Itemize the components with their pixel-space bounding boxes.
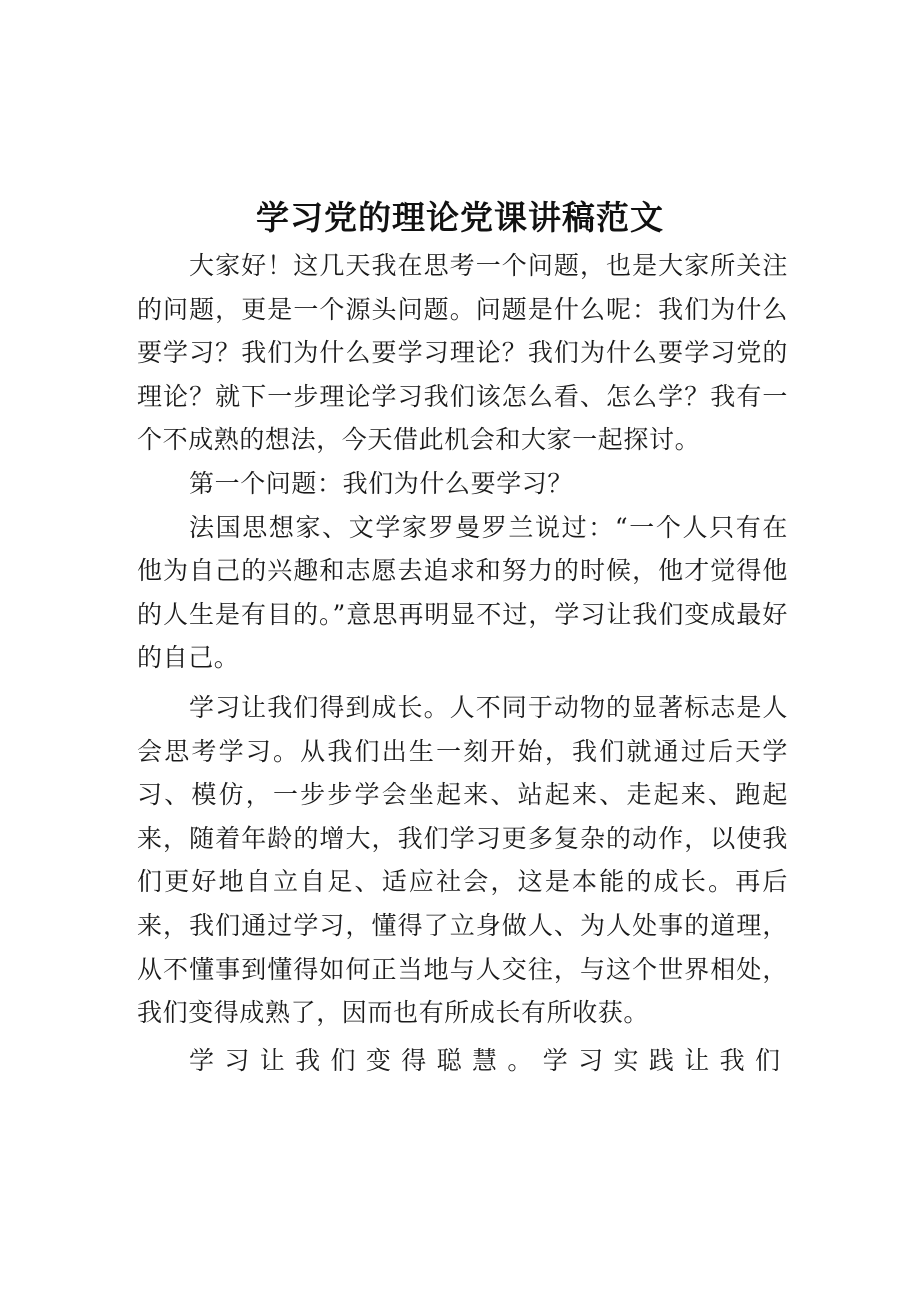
paragraph-question-heading: 第一个问题：我们为什么要学习？	[189, 468, 574, 498]
paragraph-intro: 大家好！这几天我在思考一个问题，也是大家所关注的问题，更是一个源头问题。问题是什么呢：我们为什么要学习？我们为什么要学习理论？我们为什么要学习党的理论？就下一步理论学习我们该怎么看、怎么学？我有一个不成熟的想法，今天借此机会和大家一起探讨。	[137, 251, 788, 455]
paragraph-romain-rolland-quote: 法国思想家、文学家罗曼罗兰说过：“一个人只有在他为自己的兴趣和志愿去追求和努力的时候，他才觉得他的人生是有目的。”意思再明显不过，学习让我们变成最好的自己。	[137, 512, 788, 673]
document-title: 学习党的理论党课讲稿范文	[256, 198, 664, 237]
paragraph-wisdom: 学习让我们变得聪慧。学习实践让我们	[189, 1045, 788, 1075]
document-body	[137, 244, 788, 1083]
paragraph-growth: 学习让我们得到成长。人不同于动物的显著标志是人会思考学习。从我们出生一刻开始，我们就通过后天学习、模仿，一步步学会坐起来、站起来、走起来、跑起来，随着年龄的增大，我们学习更多复杂的动作，以使我们更好地自立自足、适应社会，这是本能的成长。再后来，我们通过学习，懂得了立身做人、为人处事的道理，从不懂事到懂得如何正当地与人交往，与这个世界相处，我们变得成熟了，因而也有所成长有所收获。	[137, 692, 788, 1028]
